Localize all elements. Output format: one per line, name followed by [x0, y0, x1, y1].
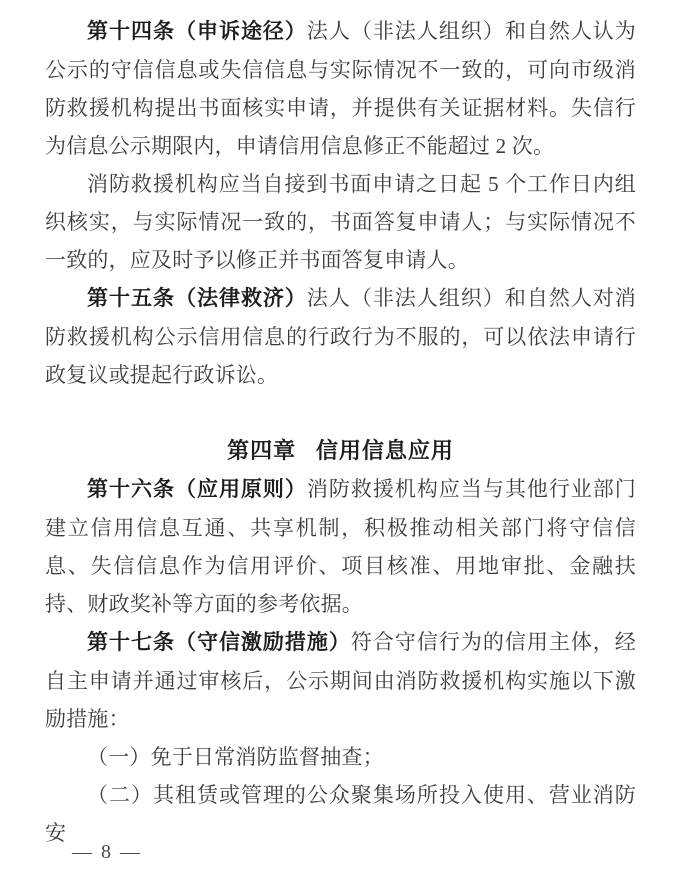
- chapter-4-title: 信用信息应用: [315, 438, 454, 463]
- article-17-label: 第十七条（守信激励措施）: [87, 631, 351, 654]
- article-16-application-principle-paragraph: [45, 470, 636, 623]
- article-14-label: 第十四条（申诉途径）: [87, 20, 307, 43]
- article-14-appeal-paragraph: [45, 12, 636, 165]
- article-14-text: 法人（非法人组织）和自然人认为公示的守信信息或失信信息与实际情况不一致的，可向市级消防救援机构提出书面核实申请，并提供有关证据材料。失信行为信息公示期限内，申请信用信息修正不能超过 2 次。: [45, 19, 637, 158]
- chapter-4-number: 第四章: [227, 438, 297, 463]
- article-15-text: 法人（非法人组织）和自然人对消防救援机构公示信用信息的行政行为不服的，可以依法申请行政复议或提起行政诉讼。: [45, 286, 637, 387]
- article-15-label: 第十五条（法律救济）: [87, 287, 307, 310]
- article-17-text: 符合守信行为的信用主体，经自主申请并通过审核后，公示期间由消防救援机构实施以下激励措施：: [45, 630, 636, 731]
- article-17-incentive-paragraph: [45, 623, 636, 738]
- verification-reply-text: 消防救援机构应当自接到书面申请之日起 5 个工作日内组织核实，与实际情况一致的，书面答复申请人；与实际情况不一致的，应及时予以修正并书面答复申请人。: [45, 172, 636, 272]
- chapter-4-heading: [45, 432, 636, 470]
- article-15-legal-remedy-paragraph: [45, 279, 636, 394]
- article-16-label: 第十六条（应用原则）: [87, 478, 307, 501]
- incentive-item-1: [45, 738, 636, 776]
- page-number: — 8 —: [72, 841, 142, 863]
- incentive-item-2-text: （二）其租赁或管理的公众聚集场所投入使用、营业消防安: [45, 783, 636, 845]
- incentive-item-1-text: （一）免于日常消防监督抽查；: [87, 745, 384, 769]
- article-16-text: 消防救援机构应当与其他行业部门建立信用信息互通、共享机制，积极推动相关部门将守信信息、失信信息作为信用评价、项目核准、用地审批、金融扶持、财政奖补等方面的参考依据。: [45, 477, 637, 616]
- verification-reply-paragraph: [45, 165, 636, 279]
